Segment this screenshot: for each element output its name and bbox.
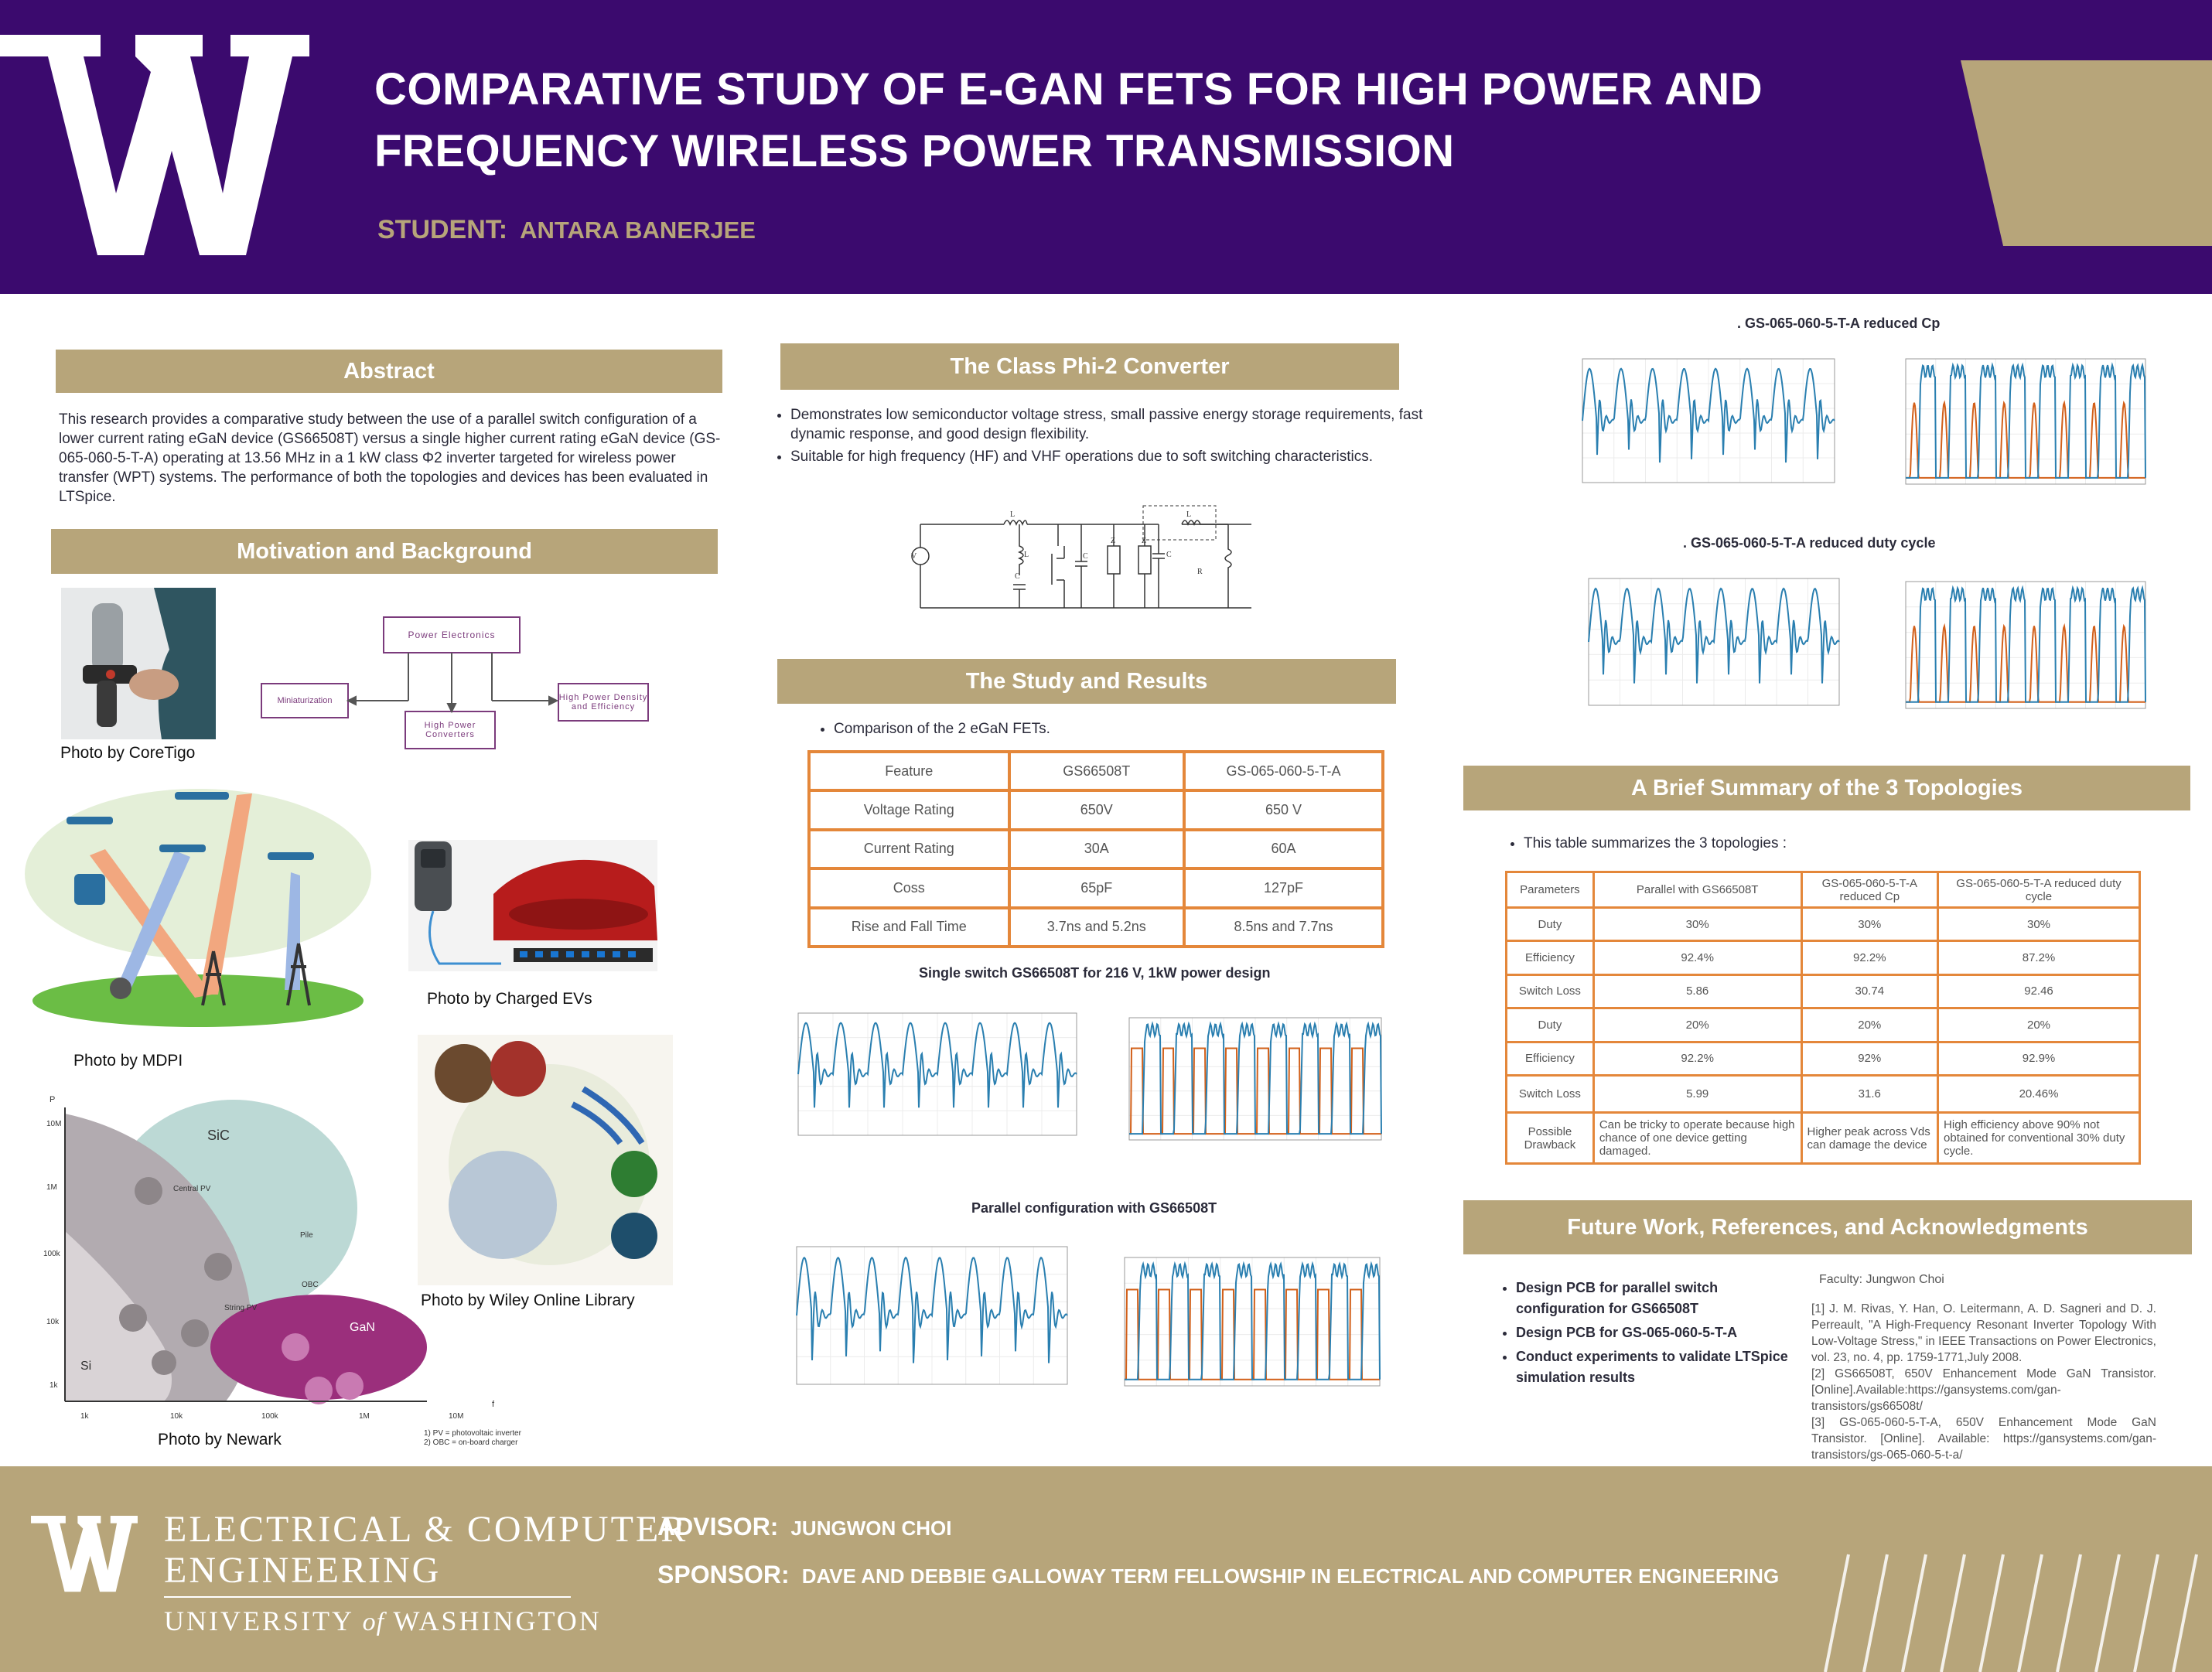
- table-cell: 20%: [1801, 1008, 1938, 1042]
- caption-newark: Photo by Newark: [158, 1431, 282, 1448]
- coretigo-photo: [61, 588, 216, 739]
- table-cell: Feature: [809, 752, 1009, 790]
- fet-comparison-table: [807, 750, 1384, 948]
- newark-x-tick: 1M: [359, 1412, 370, 1421]
- study-heading: The Study and Results: [777, 659, 1396, 704]
- table-cell: 60A: [1184, 830, 1383, 868]
- newark-power-frequency-chart: [40, 1092, 435, 1440]
- table-cell: 20%: [1593, 1008, 1801, 1042]
- footer-uw-w-logo: [26, 1516, 142, 1593]
- table-cell: Efficiency: [1507, 941, 1594, 974]
- university-suffix: WASHINGTON: [384, 1605, 602, 1636]
- newark-label: Central PV: [173, 1185, 211, 1193]
- newark-x-tick: 1k: [80, 1412, 89, 1421]
- references: [1811, 1301, 2156, 1463]
- phi2-circuit-schematic: [911, 500, 1267, 616]
- table-cell: High efficiency above 90% not obtained for conventional 30% duty cycle.: [1938, 1113, 2140, 1164]
- table-cell: GS-065-060-5-T-A reduced Cp: [1801, 872, 1938, 908]
- future-bullet: • Design PCB for GS-065-060-5-T-A: [1516, 1322, 1802, 1343]
- table-cell: Voltage Rating: [809, 790, 1009, 829]
- newark-x-tick: 10M: [449, 1412, 464, 1421]
- caption-charged-evs: Photo by Charged EVs: [427, 990, 592, 1008]
- summary-bullet: • This table summarizes the 3 topologies :: [1524, 834, 1787, 853]
- table-cell: 127pF: [1184, 868, 1383, 907]
- table-cell: Efficiency: [1507, 1042, 1594, 1075]
- table-cell: 87.2%: [1938, 941, 2140, 974]
- table-cell: GS-065-060-5-T-A reduced duty cycle: [1938, 872, 2140, 908]
- table-cell: 8.5ns and 7.7ns: [1184, 908, 1383, 947]
- table-cell: 92.9%: [1938, 1042, 2140, 1075]
- table-cell: Switch Loss: [1507, 1076, 1594, 1113]
- caption-reduced-duty: . GS-065-060-5-T-A reduced duty cycle: [1683, 535, 1936, 551]
- table-cell: 92.2%: [1801, 941, 1938, 974]
- caption-reduced-cp: . GS-065-060-5-T-A reduced Cp: [1737, 316, 1941, 331]
- table-cell: Higher peak across Vds can damage the device: [1801, 1113, 1938, 1164]
- newark-label: String PV: [224, 1304, 258, 1312]
- vds-vgs-plot-reduced-cp: [1884, 350, 2152, 501]
- table-cell: 92.2%: [1593, 1042, 1801, 1075]
- table-cell: 92.46: [1938, 974, 2140, 1008]
- vds-vgs-plot-reduced-duty: [1884, 572, 2152, 725]
- newark-region-sic: SiC: [207, 1128, 230, 1143]
- future-bullet: • Design PCB for parallel switch configuration for GS66508T: [1516, 1278, 1802, 1319]
- topology-summary-table: [1505, 871, 2141, 1165]
- diagram-miniaturization: Miniaturization: [277, 696, 333, 705]
- newark-x-tick: 10k: [170, 1412, 183, 1421]
- motivation-heading: Motivation and Background: [51, 529, 718, 574]
- diagram-power-electronics: Power Electronics: [408, 630, 496, 640]
- newark-y-axis-label: P: [49, 1095, 56, 1104]
- ece-name-line2: ENGINEERING: [164, 1550, 442, 1591]
- newark-x-axis-label: f: [492, 1400, 495, 1409]
- abstract-heading: Abstract: [56, 350, 722, 393]
- faculty-line: Faculty: Jungwon Choi: [1819, 1273, 1944, 1286]
- table-cell: 30%: [1801, 908, 1938, 941]
- reference-item: [1] J. M. Rivas, Y. Han, O. Leitermann, A. D. Sagneri and D. J. Perreault, "A High-Frequency Resonant Inverter Topology With Low-Voltage Stress," in IEEE Transactions on Power Electronics, vol. 23, no. 4, pp. 1759-1771,July 2008.: [1811, 1302, 2156, 1364]
- phi2-bullet: • Demonstrates low semiconductor voltage stress, small passive energy storage requirements, fast dynamic response, and good design flexibility.: [790, 405, 1440, 444]
- uw-w-logo: [0, 35, 309, 259]
- newark-x-tick: 100k: [261, 1412, 278, 1421]
- drain-current-plot-single: [777, 1004, 1083, 1152]
- table-cell: Possible Drawback: [1507, 1113, 1594, 1164]
- table-cell: Coss: [809, 868, 1009, 907]
- study-bullet: • Comparison of the 2 eGaN FETs.: [834, 719, 1050, 739]
- drain-current-plot-reduced-duty: [1567, 569, 1845, 722]
- future-bullets: [1496, 1278, 1802, 1391]
- newark-y-tick: 1M: [46, 1183, 57, 1192]
- poster-title-line2: FREQUENCY WIRELESS POWER TRANSMISSION: [374, 126, 1455, 176]
- newark-region-si: Si: [80, 1360, 92, 1373]
- advisor-line: [657, 1513, 951, 1541]
- wiley-bioelectronics-illustration: [418, 1035, 673, 1285]
- summary-heading: A Brief Summary of the 3 Topologies: [1463, 766, 2190, 810]
- caption-mdpi: Photo by MDPI: [73, 1052, 183, 1070]
- svg-text:L: L: [1186, 510, 1192, 519]
- caption-wiley: Photo by Wiley Online Library: [421, 1292, 635, 1309]
- newark-y-tick: 1k: [49, 1381, 58, 1390]
- summary-bullet-list: [1504, 834, 1787, 856]
- caption-parallel: Parallel configuration with GS66508T: [971, 1200, 1217, 1216]
- diagram-high-power-converters: High Power Converters: [424, 721, 476, 739]
- footer-stripes-decoration: [1802, 1539, 2212, 1672]
- university-name: [164, 1605, 602, 1637]
- newark-y-tick: 10M: [46, 1120, 62, 1128]
- vds-vgs-plot-parallel: [1103, 1248, 1386, 1403]
- sponsor-line: [657, 1561, 1779, 1589]
- mdpi-wireless-illustration: [20, 781, 384, 1036]
- svg-text:L: L: [1024, 551, 1029, 559]
- newark-note: 1) PV = photovoltaic inverter: [424, 1429, 521, 1438]
- table-cell: Duty: [1507, 908, 1594, 941]
- table-cell: 650 V: [1184, 790, 1383, 829]
- sponsor-name: DAVE AND DEBBIE GALLOWAY TERM FELLOWSHIP IN ELECTRICAL AND COMPUTER ENGINEERING: [801, 1565, 1780, 1588]
- drain-current-plot-parallel: [775, 1237, 1074, 1401]
- caption-coretigo: Photo by CoreTigo: [60, 744, 196, 762]
- newark-region-gan: GaN: [350, 1321, 375, 1334]
- diagram-high-power-density: High Power Density and Efficiency: [558, 693, 648, 711]
- table-cell: 30%: [1593, 908, 1801, 941]
- table-cell: 5.99: [1593, 1076, 1801, 1113]
- table-cell: 92%: [1801, 1042, 1938, 1075]
- svg-text:R: R: [1197, 568, 1203, 576]
- newark-note: 2) OBC = on-board charger: [424, 1438, 518, 1447]
- table-cell: 20.46%: [1938, 1076, 2140, 1113]
- svg-text:C: C: [1166, 551, 1172, 559]
- table-cell: 30A: [1009, 830, 1184, 868]
- student-name: ANTARA BANERJEE: [520, 217, 756, 244]
- reference-item: [3] GS-065-060-5-T-A, 650V Enhancement Mode GaN Transistor. [Online]. Available: https://gansystems.com/gan-transistors/gs-065-060-5-t-a/: [1811, 1416, 2156, 1462]
- table-cell: 92.4%: [1593, 941, 1801, 974]
- advisor-label: ADVISOR:: [657, 1513, 779, 1541]
- svg-text:C: C: [1015, 572, 1020, 581]
- svg-text:L: L: [1010, 510, 1016, 519]
- advisor-name: JUNGWON CHOI: [790, 1517, 952, 1540]
- footer-divider: [164, 1596, 571, 1598]
- table-cell: 5.86: [1593, 974, 1801, 1008]
- university-prefix: UNIVERSITY: [164, 1605, 363, 1636]
- study-bullet-list: [814, 719, 1050, 742]
- svg-text:V: V: [911, 552, 917, 561]
- table-cell: Switch Loss: [1507, 974, 1594, 1008]
- newark-y-tick: 100k: [43, 1250, 60, 1258]
- table-cell: Rise and Fall Time: [809, 908, 1009, 947]
- vds-vgs-plot-single: [1108, 1008, 1388, 1157]
- table-cell: 30%: [1938, 908, 2140, 941]
- table-cell: 65pF: [1009, 868, 1184, 907]
- student-line: [377, 215, 756, 245]
- newark-label: Pile: [300, 1231, 313, 1240]
- svg-text:Z: Z: [1111, 537, 1116, 545]
- table-cell: 31.6: [1801, 1076, 1938, 1113]
- reference-item: [2] GS66508T, 650V Enhancement Mode GaN Transistor. [Online].Available:https://gansystems.com/gan-transistors/gs66508t/: [1811, 1367, 2156, 1413]
- table-cell: GS-065-060-5-T-A: [1184, 752, 1383, 790]
- future-bullet: • Conduct experiments to validate LTSpice simulation results: [1516, 1346, 1802, 1388]
- table-cell: Duty: [1507, 1008, 1594, 1042]
- newark-label: OBC: [302, 1281, 319, 1289]
- phi2-heading: The Class Phi-2 Converter: [780, 343, 1399, 390]
- caption-single-switch: Single switch GS66508T for 216 V, 1kW power design: [919, 965, 1271, 981]
- table-cell: Parameters: [1507, 872, 1594, 908]
- newark-y-tick: 10k: [46, 1318, 60, 1326]
- svg-text:Z: Z: [1142, 537, 1147, 545]
- phi2-bullet: • Suitable for high frequency (HF) and VHF operations due to soft switching characteristics.: [790, 447, 1440, 466]
- table-cell: 30.74: [1801, 974, 1938, 1008]
- university-of: of: [362, 1608, 385, 1636]
- table-cell: 3.7ns and 5.2ns: [1009, 908, 1184, 947]
- future-heading: Future Work, References, and Acknowledgments: [1463, 1200, 2192, 1254]
- table-cell: Parallel with GS66508T: [1593, 872, 1801, 908]
- poster-title-line1: COMPARATIVE STUDY OF E-GAN FETS FOR HIGH POWER AND: [374, 64, 1763, 114]
- svg-text:C: C: [1083, 552, 1088, 561]
- student-label: STUDENT:: [377, 215, 508, 244]
- table-cell: Current Rating: [809, 830, 1009, 868]
- abstract-text: This research provides a comparative study between the use of a parallel switch configuration of a lower current rating eGaN device (GS66508T) versus a single higher current rating eGaN device (GS-065-060-5-T-A) operating at 13.56 MHz in a 1 kW class Φ2 inverter targeted for wireless power transfer (WPT) systems. The performance of both the topologies and devices has been evaluated in LTSpice.: [59, 411, 721, 505]
- table-cell: GS66508T: [1009, 752, 1184, 790]
- table-cell: 20%: [1938, 1008, 2140, 1042]
- drain-current-plot-reduced-cp: [1561, 350, 1841, 500]
- gold-accent-shape: [1961, 60, 2212, 246]
- charged-evs-photo: [408, 840, 657, 971]
- table-cell: 650V: [1009, 790, 1184, 829]
- ece-name-line1: ELECTRICAL & COMPUTER: [164, 1509, 688, 1550]
- table-cell: Can be tricky to operate because high chance of one device getting damaged.: [1593, 1113, 1801, 1164]
- sponsor-label: SPONSOR:: [657, 1561, 790, 1588]
- phi2-bullets: [770, 405, 1440, 469]
